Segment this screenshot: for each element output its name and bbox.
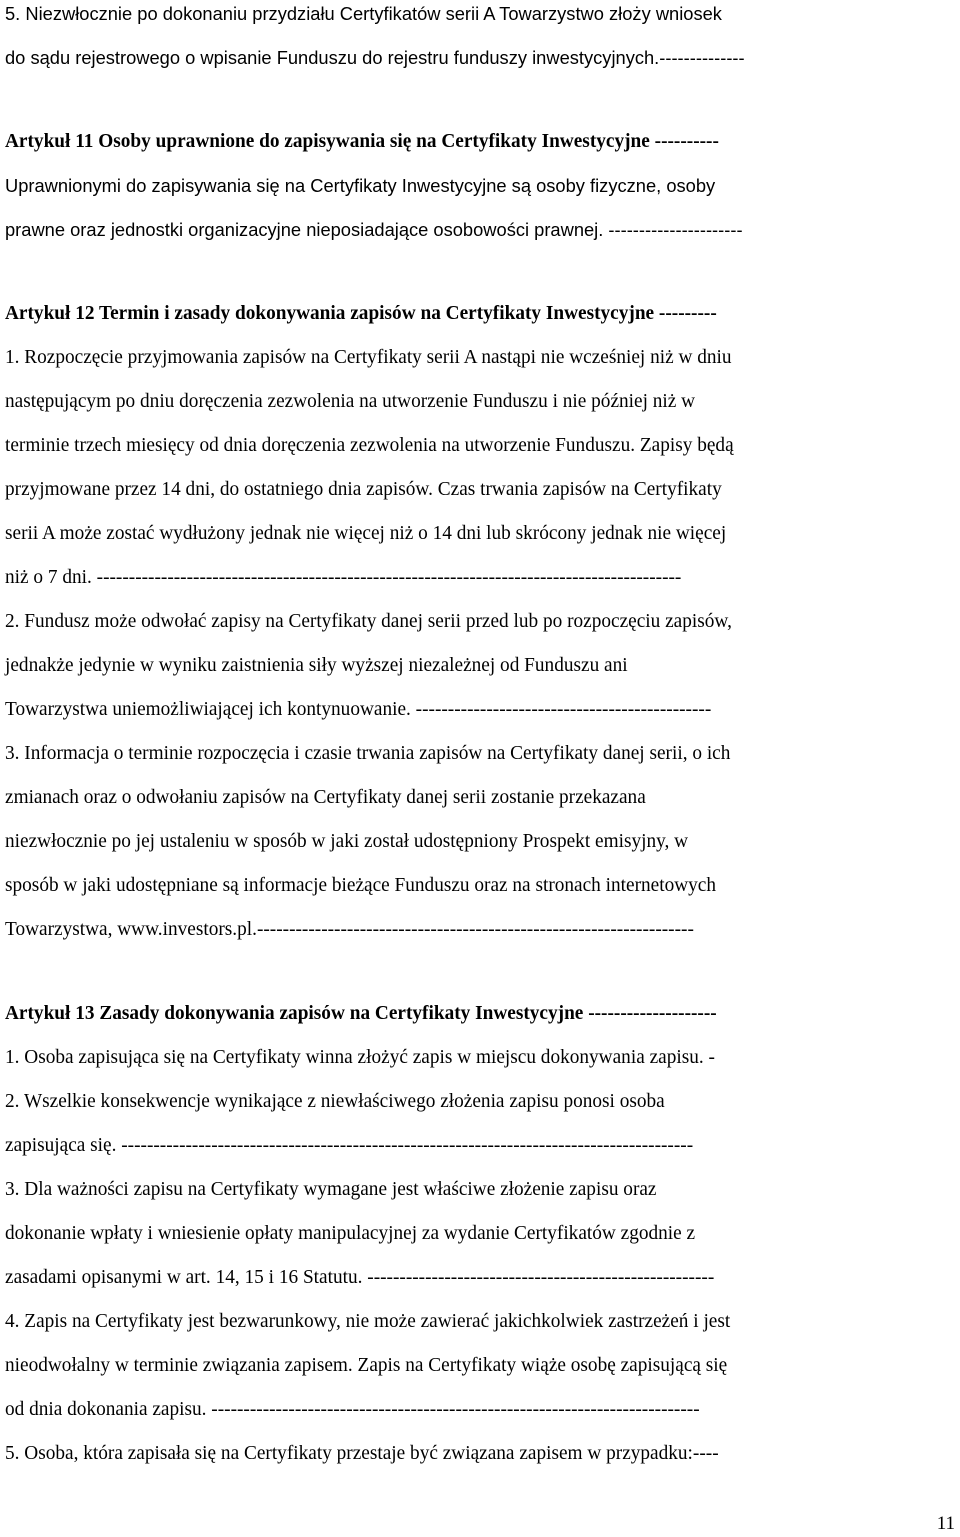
text-line: zasadami opisanymi w art. 14, 15 i 16 Statutu. ------------------------------------------------------ (5, 1267, 715, 1288)
text-line: zapisująca się. ----------------------------------------------------------------------------------------- (5, 1135, 694, 1156)
text-line: przyjmowane przez 14 dni, do ostatniego dnia zapisów. Czas trwania zapisów na Certyfikaty (5, 479, 722, 500)
text-line: zmianach oraz o odwołaniu zapisów na Certyfikaty danej serii zostanie przekazana (5, 787, 646, 808)
document-page (5, 0, 957, 1537)
text-line: następującym po dniu doręczenia zezwolenia na utworzenie Funduszu i nie później niż w (5, 391, 696, 412)
text-line: 2. Fundusz może odwołać zapisy na Certyfikaty danej serii przed lub po rozpoczęciu zapisów, (5, 611, 732, 632)
text-line: 4. Zapis na Certyfikaty jest bezwarunkowy, nie może zawierać jakichkolwiek zastrzeżeń i jest (5, 1311, 731, 1332)
text-line: 2. Wszelkie konsekwencje wynikające z niewłaściwego złożenia zapisu ponosi osoba (5, 1091, 665, 1112)
article-11-heading: Artykuł 11 Osoby uprawnione do zapisywania się na Certyfikaty Inwestycyjne ---------- (5, 131, 719, 152)
text-line: 5. Niezwłocznie po dokonaniu przydziału Certyfikatów serii A Towarzystwo złoży wniosek (5, 3, 722, 24)
article-12-heading: Artykuł 12 Termin i zasady dokonywania zapisów na Certyfikaty Inwestycyjne --------- (5, 303, 717, 324)
text-line: Towarzystwa, www.investors.pl.-------------------------------------------------------------------- (5, 919, 694, 940)
article-13-heading: Artykuł 13 Zasady dokonywania zapisów na Certyfikaty Inwestycyjne -------------------- (5, 1003, 717, 1024)
text-line: prawne oraz jednostki organizacyjne nieposiadające osobowości prawnej. ---------------------- (5, 219, 743, 240)
text-line: do sądu rejestrowego o wpisanie Funduszu do rejestru funduszy inwestycyjnych.-------------- (5, 47, 745, 68)
text-line: Uprawnionymi do zapisywania się na Certyfikaty Inwestycyjne są osoby fizyczne, osoby (5, 175, 716, 196)
text-line: 1. Osoba zapisująca się na Certyfikaty winna złożyć zapis w miejscu dokonywania zapisu. - (5, 1047, 715, 1068)
text-line: niż o 7 dni. ------------------------------------------------------------------------------------------- (5, 567, 682, 588)
text-line: sposób w jaki udostępniane są informacje bieżące Funduszu oraz na stronach internetowych (5, 875, 717, 896)
text-line: 5. Osoba, która zapisała się na Certyfikaty przestaje być związana zapisem w przypadku:---- (5, 1443, 719, 1464)
text-line: nieodwołalny w terminie związania zapisem. Zapis na Certyfikaty wiąże osobę zapisującą się (5, 1355, 728, 1376)
text-line: serii A może zostać wydłużony jednak nie więcej niż o 14 dni lub skrócony jednak nie więcej (5, 523, 727, 544)
text-line: 3. Dla ważności zapisu na Certyfikaty wymagane jest właściwe złożenie zapisu oraz (5, 1179, 657, 1200)
text-line: od dnia dokonania zapisu. ---------------------------------------------------------------------------- (5, 1399, 700, 1420)
text-line: 3. Informacja o terminie rozpoczęcia i czasie trwania zapisów na Certyfikaty danej serii, o ich (5, 743, 731, 764)
text-line: terminie trzech miesięcy od dnia doręczenia zezwolenia na utworzenie Funduszu. Zapisy będą (5, 435, 734, 456)
text-line: Towarzystwa uniemożliwiającej ich kontynuowanie. ---------------------------------------------- (5, 699, 712, 720)
text-line: 1. Rozpoczęcie przyjmowania zapisów na Certyfikaty serii A nastąpi nie wcześniej niż w dniu (5, 347, 732, 368)
page-number: 11 (936, 1513, 955, 1534)
text-line: niezwłocznie po jej ustaleniu w sposób w jaki został udostępniony Prospekt emisyjny, w (5, 831, 689, 852)
text-line: dokonanie wpłaty i wniesienie opłaty manipulacyjnej za wydanie Certyfikatów zgodnie z (5, 1223, 696, 1244)
text-line: jednakże jedynie w wyniku zaistnienia siły wyższej niezależnej od Funduszu ani (5, 655, 628, 676)
